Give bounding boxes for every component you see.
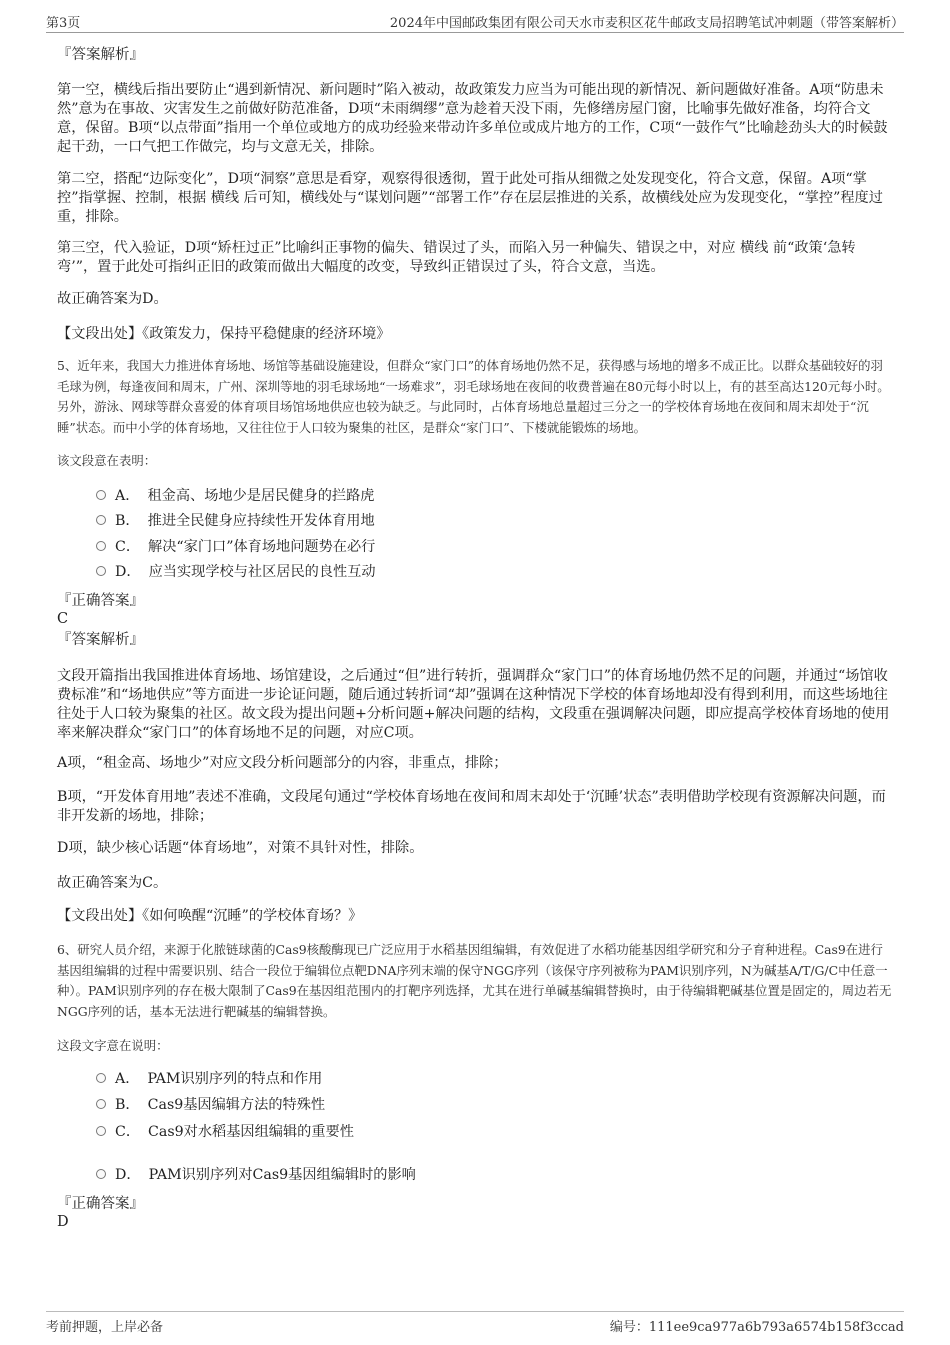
- q5-answer: C: [57, 611, 69, 627]
- q5-conclusion: 故正确答案为C。: [57, 875, 168, 891]
- option-text: 推进全民健身应持续性开发体育用地: [147, 513, 375, 529]
- option-text: PAM识别序列的特点和作用: [147, 1071, 323, 1087]
- option-key: A．: [115, 1071, 140, 1087]
- radio-button-icon[interactable]: [96, 490, 106, 500]
- option-key: C．: [115, 1124, 141, 1140]
- q5-source: 【文段出处】《如何唤醒“沉睡”的学校体育场？》: [57, 908, 363, 924]
- q5-option-a[interactable]: [96, 487, 856, 506]
- option-key: B．: [115, 1097, 140, 1113]
- page-header: [46, 10, 904, 33]
- option-key: B．: [115, 513, 140, 529]
- footer-slogan: 考前押题，上岸必备: [46, 1320, 164, 1335]
- option-text: Cas9基因编辑方法的特殊性: [147, 1097, 326, 1113]
- q4-analysis-paragraph-3: 第三空，代入验证，D项“矫枉过正”比喻纠正事物的偏失、错误过了头，而陷入另一种偏失、错误之中，对应 横线 前“政策‘急转弯’”，置于此处可指纠正旧的政策而做出大幅度的改变，导致纠正错误过了头，符合文意，当选。: [57, 240, 856, 275]
- q6-option-c[interactable]: [96, 1123, 856, 1142]
- q5-analysis-paragraph-3: B项，“开发体育用地”表述不准确，文段尾句通过“学校体育场地在夜间和周末却处于‘沉睡’状态”表明借助学校现有资源解决问题，而非开发新的场地，排除；: [57, 789, 886, 824]
- q5-analysis-paragraph-4: D项，缺少核心话题“体育场地”，对策不具针对性，排除。: [57, 840, 424, 856]
- option-text: 应当实现学校与社区居民的良性互动: [148, 564, 376, 580]
- page-footer: [46, 1311, 904, 1336]
- q5-option-d[interactable]: [96, 563, 856, 582]
- q5-option-c[interactable]: [96, 538, 856, 557]
- document-title: 2024年中国邮政集团有限公司天水市麦积区花牛邮政支局招聘笔试冲刺题（带答案解析）: [389, 16, 904, 31]
- radio-button-icon[interactable]: [96, 566, 106, 576]
- q5-answer-label: 『正确答案』: [57, 593, 144, 609]
- q6-option-b[interactable]: [96, 1096, 856, 1115]
- option-text: 租金高、场地少是居民健身的拦路虎: [147, 488, 375, 504]
- radio-button-icon[interactable]: [96, 541, 106, 551]
- option-key: D．: [115, 564, 141, 580]
- option-text: PAM识别序列对Cas9基因组编辑时的影响: [148, 1167, 416, 1183]
- q6-stem: 6、研究人员介绍，来源于化脓链球菌的Cas9核酸酶现已广泛应用于水稻基因组编辑，有效促进了水稻功能基因组学研究和分子育种进程。Cas9在进行基因组编辑的过程中需要识别、结合一段位于编辑位点靶DNA序列末端的保守NGG序列（该保守序列被称为PAM识别序列，N为碱基A/T/G/C中任意一种）。PAM识别序列的存在极大限制了Cas9在基因组范围内的打靶序列选择，尤其在进行单碱基编辑替换时，由于待编辑靶碱基位置是固定的，周边若无NGG序列的话，基本无法进行靶碱基的编辑替换。: [57, 942, 892, 1019]
- radio-button-icon[interactable]: [96, 1073, 106, 1083]
- q6-answer: D: [57, 1214, 69, 1230]
- radio-button-icon[interactable]: [96, 515, 106, 525]
- q5-question: 该文段意在表明：: [57, 453, 157, 468]
- option-key: D．: [115, 1167, 141, 1183]
- q6-option-a[interactable]: [96, 1070, 856, 1089]
- q6-option-d[interactable]: [96, 1166, 856, 1185]
- q5-analysis-label: 『答案解析』: [57, 632, 144, 648]
- q5-stem: 5、近年来，我国大力推进体育场地、场馆等基础设施建设，但群众“家门口”的体育场地仍然不足，获得感与场地的增多不成正比。以群众基础较好的羽毛球为例，每逢夜间和周末，广州、深圳等地的羽毛球场地“一场难求”，羽毛球场地在夜间的收费普遍在80元每小时以上，有的甚至高达120元每小时。另外，游泳、网球等群众喜爱的体育项目场馆场地供应也较为缺乏。与此同时，占体育场地总量超过三分之一的学校体育场地在夜间和周末却处于“沉睡”状态。而中小学的体育场地，又往往位于人口较为聚集的社区，是群众“家门口”、下楼就能锻炼的场地。: [57, 358, 890, 435]
- q4-analysis-paragraph-2: 第二空，搭配“边际变化”，D项“洞察”意思是看穿，观察得很透彻，置于此处可指从细微之处发现变化，符合文意，保留。A项“掌控”指掌握、控制，根据 横线 后可知，横线处与“谋划问题”“部署工作”存在层层推进的关系，故横线处应为发现变化，“掌控”程度过重，排除。: [57, 171, 883, 225]
- document-id: 编号：111ee9ca977a6b793a6574b158f3ccad: [609, 1320, 904, 1335]
- option-key: C．: [115, 539, 141, 555]
- q5-analysis-paragraph-2: A项，“租金高、场地少”对应文段分析问题部分的内容，非重点，排除；: [57, 755, 508, 771]
- q6-question: 这段文字意在说明：: [57, 1038, 169, 1053]
- radio-button-icon[interactable]: [96, 1099, 106, 1109]
- q4-source: 【文段出处】《政策发力，保持平稳健康的经济环境》: [57, 326, 391, 342]
- option-text: 解决“家门口”体育场地问题势在必行: [148, 539, 376, 555]
- q5-option-b[interactable]: [96, 512, 856, 531]
- radio-button-icon[interactable]: [96, 1169, 106, 1179]
- page-number: 第3页: [46, 16, 81, 31]
- option-key: A．: [115, 488, 140, 504]
- q4-conclusion: 故正确答案为D。: [57, 291, 168, 307]
- q4-analysis-paragraph-1: 第一空，横线后指出要防止“遇到新情况、新问题时”陷入被动，故政策发力应当为可能出现的新情况、新问题做好准备。A项“防患未然”意为在事故、灾害发生之前做好防范准备，D项“未雨绸缪”意为趁着天没下雨，先修缮房屋门窗，比喻事先做好准备，均符合文意，保留。B项“以点带面”指用一个单位或地方的成功经验来带动许多单位或成片地方的工作，C项“一鼓作气”比喻趁劲头大的时候鼓起干劲，一口气把工作做完，均与文意无关，排除。: [57, 82, 888, 155]
- q6-answer-label: 『正确答案』: [57, 1196, 144, 1212]
- radio-button-icon[interactable]: [96, 1126, 106, 1136]
- q5-analysis-paragraph-1: 文段开篇指出我国推进体育场地、场馆建设，之后通过“但”进行转折，强调群众“家门口”的体育场地仍然不足的问题，并通过“场馆收费标准”和“场地供应”等方面进一步论证问题，随后通过转折词“却”强调在这种情况下学校的体育场地却没有得到利用，而这些场地往往处于人口较为聚集的社区。故文段为提出问题+分析问题+解决问题的结构，文段重在强调解决问题，即应提高学校体育场地的使用率来解决群众“家门口”的体育场地不足的问题，对应C项。: [57, 668, 890, 741]
- q4-analysis-label: 『答案解析』: [57, 47, 144, 63]
- option-text: Cas9对水稻基因组编辑的重要性: [148, 1124, 354, 1140]
